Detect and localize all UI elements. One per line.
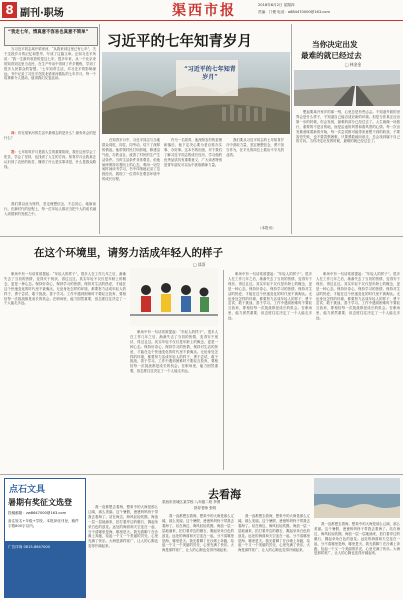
sea-teacher: 指导老师 张明 <box>194 506 217 510</box>
sea-col1: 我一直都想去看海，想象中的大海是那么辽阔，那么美丽。这个暑假，爸爸妈妈终于带我去看海了。站在海边，海风轻轻吹拂，海浪一层一层地涌来，拍打着岸边的礁石，溅起朵朵白色的浪花。远处的海面和天空连在一起，分不清哪里是海，哪里是天。我光着脚丫在沙滩上奔跑，捡起一个又一个美丽的贝壳，心里充满了快乐。大海是那样宽广，让人的心胸也变得开阔起来。 <box>88 505 158 549</box>
qa-block: 问：你在梁家河的生活中最难忘的是什么？最有体会的是什么？ <box>4 131 96 140</box>
right-byline: □ 林金金 <box>345 62 362 67</box>
illustration-image <box>130 268 218 326</box>
book-cover-title: “习近平的七年知青岁月” <box>184 66 236 81</box>
section-divider <box>0 236 403 237</box>
sea-subtitle: 渠西市崇城区某学校 八年级二班 李勇 <box>162 500 221 504</box>
header-rule <box>0 20 403 21</box>
youth-byline: □ 读哥 <box>193 262 206 267</box>
road-photo <box>294 70 400 106</box>
answer-block: 答：七年知青岁月是我人生的重要阶段，我在这里学会了吃苦，学会了坚持，也找到了人生的方向。知青岁月让我真正认识到了农民的疾苦，懂得了什么是实事求是，什么是群众路线。 <box>4 150 96 169</box>
ad-footer: 广告详询 0815-8647000 <box>8 545 50 549</box>
ad-title: 暑期有奖征文选登 <box>8 498 72 507</box>
youth-col3: 职场中有一句话常被提起：“年轻人的样子”。很多人在工作几年之后，渐渐失去了当初的热情，变得安于现状、得过且过。其实年轻不仅仅是年龄上的概念，更是一种心态。保持好奇心，保持学习的热情，保持对生活的热爱，才能在这个快速变化的时代里不被淘汰。无论身处怎样的环境，都要努力活成年轻人的样子，勇于尝试、敢于挑战、善于学习。工作中遇到困难时不要轻言放弃，要相信每一次挑战都是成长的机会。在职场里，能力固然重要，但态度往往决定了一个人能走多远。 <box>228 272 312 321</box>
youth-col2: 职场中有一句话常被提起：“年轻人的样子”。很多人在工作几年之后，渐渐失去了当初的热情，变得安于现状、得过且过。其实年轻不仅仅是年龄上的概念，更是一种心态。保持好奇心，保持学习的热情，保持对生活的热爱，才能在这个快速变化的时代里不被淘汰。无论身处怎样的环境，都要努力活成年轻人的样子，勇于尝试、敢于挑战、善于学习。工作中遇到困难时不要轻言放弃，要相信每一次挑战都是成长的机会。在职场里，能力固然重要，但态度往往决定了一个人能走多远。 <box>130 330 218 374</box>
ad-contact: 投稿邮箱：zw8647000@163.com <box>8 511 67 515</box>
main-headline: 习近平的七年知青岁月 <box>107 33 252 50</box>
sea-photo <box>314 478 400 518</box>
youth-col4: 职场中有一句话常被提起：“年轻人的样子”。很多人在工作几年之后，渐渐失去了当初的热情，变得安于现状、得过且过。其实年轻不仅仅是年龄上的概念，更是一种心态。保持好奇心，保持学习的热情，保持对生活的热爱，才能在这个快速变化的时代里不被淘汰。无论身处怎样的环境，都要努力活成年轻人的样子，勇于尝试、敢于挑战、善于学习。工作中遇到困难时不要轻言放弃，要相信每一次挑战都是成长的机会。在职场里，能力固然重要，但态度往往决定了一个人能走多远。 <box>316 272 400 321</box>
right-headline-line1: 当你决定出发 <box>312 40 358 49</box>
sea-col3: 我一直都想去看海，想象中的大海是那么辽阔，那么美丽。这个暑假，爸爸妈妈终于带我去看海了。站在海边，海风轻轻吹拂，海浪一层一层地涌来，拍打着岸边的礁石，溅起朵朵白色的浪花。远处的海面和天空连在一起，分不清哪里是海，哪里是天。我光着脚丫在沙滩上奔跑，捡起一个又一个美丽的贝壳，心里充满了快乐。大海是那样宽广，让人的心胸也变得开阔起来。 <box>238 514 310 553</box>
section-divider <box>0 474 403 475</box>
book-cover-photo <box>102 52 290 134</box>
sea-headline: 去看海 <box>208 488 241 501</box>
main-article-col2: 作为一名知青，他深知农村的贫困和落后，他下定决心要为老百姓办实事、办好事。这本书的出版，对于我们了解习近平同志的成长经历、学习他的优秀品质具有重要意义，广大读者特别是青年朋友可以从中汲取精神力量。 <box>164 138 222 167</box>
issue-date: 2018年8月2日 星期四 <box>258 3 295 7</box>
ad-logo: 点石文具 <box>9 485 46 495</box>
ad-footer-band <box>5 541 85 597</box>
masthead-logo: 渠西市报 <box>172 3 236 19</box>
sea-col2: 我一直都想去看海，想象中的大海是那么辽阔，那么美丽。这个暑假，爸爸妈妈终于带我去看海了。站在海边，海风轻轻吹拂，海浪一层一层地涌来，拍打着岸边的礁石，溅起朵朵白色的浪花。远处的海面和天空连在一起，分不清哪里是海，哪里是天。我光着脚丫在沙滩上奔跑，捡起一个又一个美丽的贝壳，心里充满了快乐。大海是那样宽广，让人的心胸也变得开阔起来。 <box>162 514 234 553</box>
people-illustration <box>130 268 218 326</box>
page-number: 8 <box>2 2 17 18</box>
sea-image <box>314 478 400 518</box>
ad-box <box>4 478 86 598</box>
main-article-source: （本报讯） <box>258 226 276 230</box>
column-divider <box>291 24 292 234</box>
column-divider <box>223 270 224 470</box>
column-divider <box>99 24 100 234</box>
main-article-col1: 在知青岁月中，习近平同志与当地群众同吃、同住、同劳动，结下了深厚的情谊。他带领村民打坝淤地，修建沼气池，办铁业社，改善了村民的生产生活条件。当时生活条件非常艰苦，但他始终保持乐观向上的心态，利用一切空闲时间读书学习，书中详细地记录了这段经历，展现了一位青年在艰苦环境中的成长历程。 <box>102 138 160 182</box>
sea-col4: 我一直都想去看海，想象中的大海是那么辽阔，那么美丽。这个暑假，爸爸妈妈终于带我去看海了。站在海边，海风轻轻吹拂，海浪一层一层地涌来，拍打着岸边的礁石，溅起朵朵白色的浪花。远处的海面和天空连在一起，分不清哪里是海，哪里是天。我光着脚丫在沙滩上奔跑，捡起一个又一个美丽的贝壳，心里充满了快乐。大海是那样宽广，让人的心胸也变得开阔起来。 <box>314 522 400 556</box>
ad-note: 备注姓名+年级+学校，本报择优刊登，稿件字数800字以内。 <box>8 519 79 528</box>
road-image <box>294 70 400 106</box>
quote-box <box>4 27 98 46</box>
youth-headline: 在这个环境里，请努力活成年轻人的样子 <box>34 247 223 259</box>
right-article-text: 想起要离开家乡的那一刻，心里总是有些忐忑。不知道外面的世界会是什么样子，不知道自己能否适应新的环境。但是当你真正迈出第一步的时候，你会发现，最难的部分已经过去了。人生就像一场旅行，重要的不是目的地，而是沿途的风景和看风景的心情。每一次出发都意味着新的开始，每一次尝试都可能带来意想不到的收获。不要害怕失败，也不要畏惧困难，只要勇敢地向前走，总会找到属于自己的方向。当你决定出发的时候，最难的就已经过去了。 <box>296 110 400 144</box>
right-headline-line2: 最难的就已经过去 <box>301 51 362 60</box>
left-intro-text: 当习近平同志离开梁家河，“从我来到这里已有七年”，关于这段岁月的记忆和思考，写成了这篇文章。正如习近平所说：“我一生最有收获的是这七年，很多年来，从一个北京来的知青到这里当农民，在生产劳动中得到了许多锻炼，学到了很多人民群众的智慧。”七年知青生活，对习近平的影响深远。书中记录了习近平在陕北梁家河插队的七年岁月，每一个故事都令人感动，值得我们反复品读。 <box>4 47 96 81</box>
youth-col1: 职场中有一句话常被提起：“年轻人的样子”。很多人在工作几年之后，渐渐失去了当初的热情，变得安于现状、得过且过。其实年轻不仅仅是年龄上的概念，更是一种心态。保持好奇心，保持学习的热情，保持对生活的热爱，才能在这个快速变化的时代里不被淘汰。无论身处怎样的环境，都要努力活成年轻人的样子，勇于尝试、敢于挑战、善于学习。工作中遇到困难时不要轻言放弃，要相信每一次挑战都是成长的机会。在职场里，能力固然重要，但态度往往决定了一个人能走多远。 <box>4 272 126 306</box>
left-extra-text: 我们要以此为榜样，坚定理想信念，不忘初心，砥砺前行。在新时代的征程上，每一位年轻人都应当把个人的成长融入到国家的发展之中。 <box>4 202 96 216</box>
section-title: 副刊·职场 <box>20 8 64 19</box>
editor-contact: 责编：门俊 电话：a884470000@163.com <box>258 10 330 14</box>
book-cover-image <box>102 52 290 134</box>
main-article-col3: 我们要从习近平同志的七年知青岁月中汲取力量，坚定理想信念，勇于担当作为，在平凡的岗位上做出不平凡的业绩。 <box>226 138 284 157</box>
quote-text: “我走七年，情真意不容易也真意不简单” <box>8 30 89 35</box>
